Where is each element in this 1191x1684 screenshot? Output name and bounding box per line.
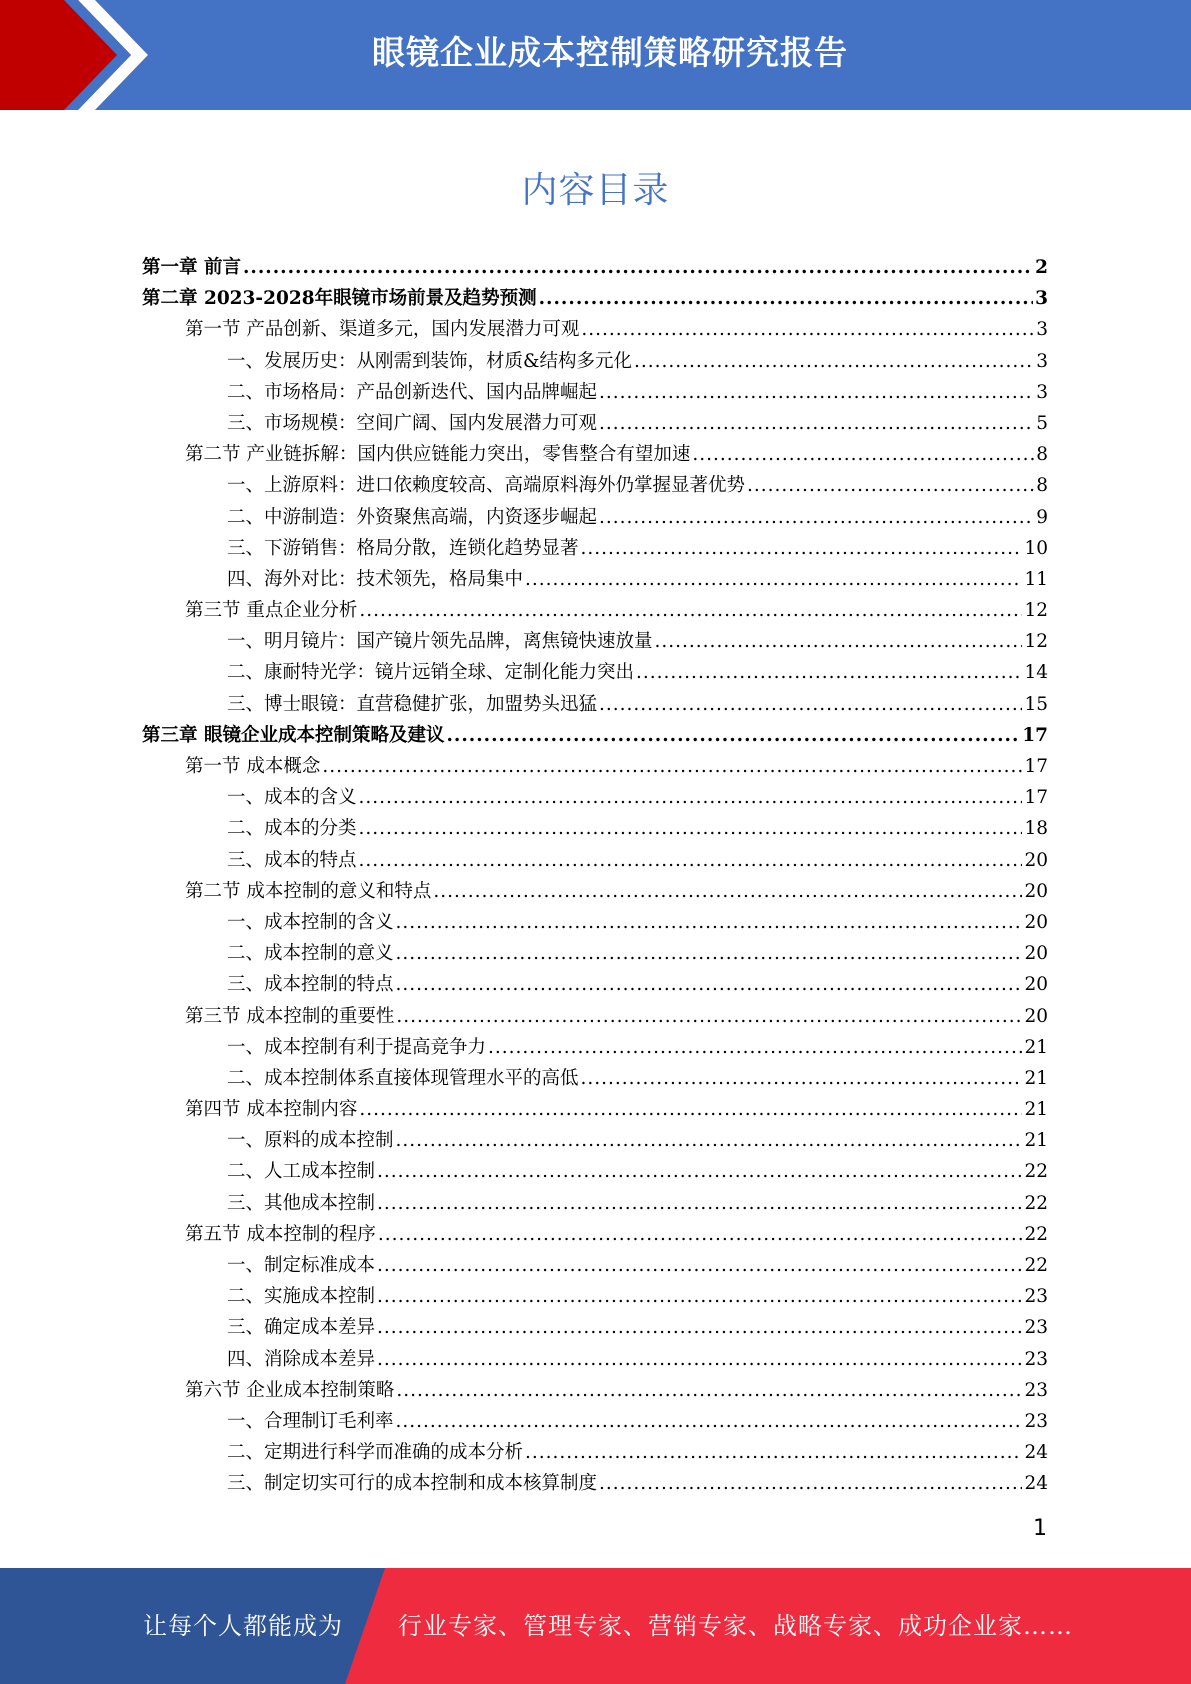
toc-entry-label: 第五节 成本控制的程序 [185, 1223, 376, 1245]
toc-entry-label: 第一节 成本概念 [185, 756, 321, 777]
toc-entry-label: 第三章 眼镜企业成本控制策略及建议 [142, 724, 445, 746]
toc-entry[interactable] [142, 1064, 1048, 1095]
toc-dot-leader [581, 538, 1023, 559]
toc-entry[interactable] [142, 596, 1048, 627]
toc-entry-page: 3 [1036, 381, 1048, 403]
toc-entry-label: 第一章 前言 [142, 257, 241, 278]
toc-entry-page: 22 [1024, 1223, 1048, 1245]
toc-entry-page: 20 [1024, 974, 1048, 996]
toc-entry-page: 22 [1024, 1161, 1048, 1183]
page-header [0, 0, 1191, 110]
toc-entry-label: 三、确定成本差异 [227, 1317, 376, 1339]
toc-entry-label: 二、市场格局：产品创新迭代、国内品牌崛起 [227, 381, 598, 403]
toc-entry-label: 二、成本的分类 [227, 818, 357, 840]
toc-entry[interactable] [142, 1438, 1048, 1469]
toc-entry-page: 20 [1024, 880, 1048, 902]
toc-dot-leader [359, 787, 1023, 808]
toc-entry-label: 一、发展历史：从刚需到装饰，材质&结构多元化 [227, 350, 632, 372]
toc-entry[interactable] [142, 1282, 1048, 1313]
toc-entry-label: 二、成本控制体系直接体现管理水平的高低 [227, 1067, 579, 1089]
toc-entry-label: 第二章 2023-2028年眼镜市场前景及趋势预测 [142, 288, 537, 310]
toc-entry[interactable] [142, 908, 1048, 939]
report-title: 眼镜企业成本控制策略研究报告 [372, 33, 848, 72]
toc-entry-label: 第六节 企业成本控制策略 [185, 1379, 395, 1401]
toc-entry-page: 3 [1035, 288, 1048, 310]
toc-entry-page: 22 [1024, 1192, 1048, 1214]
toc-dot-leader [359, 600, 1022, 621]
footer-slogan-left: 让每个人都能成为 [143, 1612, 343, 1640]
toc-entry-page: 21 [1024, 1036, 1048, 1058]
toc-dot-leader [488, 1037, 1022, 1058]
toc-entry[interactable] [142, 1469, 1048, 1500]
toc-entry-label: 三、制定切实可行的成本控制和成本核算制度 [227, 1473, 598, 1495]
toc-entry-page: 14 [1024, 662, 1048, 684]
toc-dot-leader [446, 725, 1020, 746]
toc-entry[interactable] [142, 1376, 1048, 1407]
toc-dot-leader [747, 475, 1034, 496]
toc-entry-label: 三、市场规模：空间广阔、国内发展潜力可观 [227, 412, 598, 434]
toc-entry-label: 第一节 产品创新、渠道多元，国内发展潜力可观 [185, 319, 580, 341]
toc-entry-label: 一、上游原料：进口依赖度较高、高端原料海外仍掌握显著优势 [227, 475, 746, 497]
toc-entry-label: 第二节 成本控制的意义和特点 [185, 880, 432, 902]
toc-entry[interactable] [142, 1313, 1048, 1344]
toc-dot-leader [359, 850, 1023, 871]
toc-entry[interactable] [142, 1033, 1048, 1064]
toc-entry[interactable] [142, 409, 1048, 440]
toc-dot-leader [377, 1317, 1022, 1338]
footer-slogan-right: 行业专家、管理专家、营销专家、战略专家、成功企业家…… [398, 1612, 1073, 1640]
toc-entry-page: 9 [1036, 506, 1048, 528]
toc-entry-label: 四、海外对比：技术领先，格局集中 [227, 568, 524, 590]
table-of-contents [142, 253, 1048, 1501]
toc-entry-page: 23 [1024, 1286, 1048, 1308]
toc-entry[interactable] [142, 846, 1048, 877]
toc-entry-page: 15 [1024, 693, 1048, 715]
toc-heading: 内容目录 [521, 170, 670, 211]
toc-dot-leader [539, 288, 1034, 309]
toc-entry[interactable] [142, 752, 1048, 783]
toc-entry-label: 一、成本控制有利于提高竞争力 [227, 1036, 487, 1058]
toc-entry-label: 二、定期进行科学而准确的成本分析 [227, 1442, 524, 1464]
toc-entry-page: 21 [1024, 1099, 1048, 1121]
toc-entry-page: 3 [1036, 350, 1048, 372]
toc-entry-label: 一、合理制订毛利率 [227, 1410, 394, 1432]
toc-dot-leader [396, 974, 1023, 995]
toc-dot-leader [377, 1286, 1022, 1307]
toc-entry[interactable] [142, 1157, 1048, 1188]
toc-entry[interactable] [142, 440, 1048, 471]
toc-entry[interactable] [142, 627, 1048, 658]
toc-dot-leader [634, 351, 1034, 372]
toc-dot-leader [599, 694, 1022, 715]
toc-entry[interactable] [142, 814, 1048, 845]
toc-entry-label: 三、博士眼镜：直营稳健扩张，加盟势头迅猛 [227, 693, 598, 715]
toc-entry-page: 23 [1024, 1317, 1048, 1339]
toc-entry-page: 23 [1024, 1348, 1048, 1370]
toc-entry-page: 22 [1024, 1255, 1048, 1276]
toc-entry[interactable] [142, 1095, 1048, 1126]
toc-entry-page: 20 [1024, 849, 1048, 871]
toc-entry[interactable] [142, 1345, 1048, 1376]
toc-entry[interactable] [142, 347, 1048, 378]
toc-entry-label: 一、明月镜片：国产镜片领先品牌，离焦镜快速放量 [227, 631, 653, 653]
toc-dot-leader [655, 631, 1023, 652]
toc-entry[interactable] [142, 939, 1048, 970]
toc-entry-page: 11 [1024, 568, 1048, 590]
toc-entry-label: 二、中游制造：外资聚焦高端，内资逐步崛起 [227, 506, 598, 528]
toc-dot-leader [692, 444, 1034, 465]
toc-entry[interactable] [142, 253, 1048, 284]
toc-entry[interactable] [142, 284, 1048, 315]
toc-entry[interactable] [142, 1189, 1048, 1220]
toc-entry-label: 一、原料的成本控制 [227, 1130, 394, 1152]
toc-entry-label: 一、成本控制的含义 [227, 911, 394, 933]
toc-entry-page: 20 [1024, 943, 1048, 965]
toc-entry-page: 20 [1024, 1005, 1048, 1027]
toc-entry-label: 二、成本控制的意义 [227, 943, 394, 965]
toc-dot-leader [243, 257, 1033, 278]
toc-dot-leader [396, 1006, 1022, 1027]
toc-entry-page: 18 [1024, 818, 1048, 840]
toc-dot-leader [433, 881, 1022, 902]
toc-entry-label: 二、康耐特光学：镜片远销全球、定制化能力突出 [227, 662, 635, 684]
page-footer [0, 1568, 1191, 1684]
toc-entry[interactable] [142, 970, 1048, 1001]
toc-entry-page: 21 [1024, 1130, 1048, 1152]
toc-entry[interactable] [142, 471, 1048, 502]
toc-entry[interactable] [142, 1220, 1048, 1251]
toc-entry[interactable] [142, 1126, 1048, 1157]
toc-dot-leader [377, 1255, 1022, 1276]
toc-dot-leader [581, 319, 1034, 340]
toc-entry-page: 5 [1036, 412, 1048, 434]
toc-entry[interactable] [142, 721, 1048, 752]
toc-dot-leader [636, 662, 1022, 683]
toc-entry-page: 10 [1024, 537, 1048, 559]
toc-entry-page: 17 [1022, 724, 1048, 746]
toc-dot-leader [581, 1068, 1023, 1089]
toc-entry[interactable] [142, 378, 1048, 409]
toc-entry[interactable] [142, 783, 1048, 814]
toc-entry[interactable] [142, 1251, 1048, 1282]
toc-dot-leader [322, 756, 1022, 777]
toc-dot-leader [378, 1224, 1023, 1245]
toc-entry-label: 三、其他成本控制 [227, 1192, 376, 1214]
toc-dot-leader [359, 818, 1023, 839]
toc-entry-label: 一、成本的含义 [227, 787, 357, 809]
toc-dot-leader [525, 1442, 1022, 1463]
toc-entry[interactable] [142, 565, 1048, 596]
toc-dot-leader [396, 1411, 1023, 1432]
toc-entry-page: 8 [1036, 444, 1048, 466]
toc-entry-label: 三、下游销售：格局分散，连锁化趋势显著 [227, 537, 579, 559]
toc-dot-leader [599, 1473, 1022, 1494]
page-number: 1 [1033, 1516, 1047, 1541]
toc-entry-label: 三、成本的特点 [227, 849, 357, 871]
toc-dot-leader [377, 1161, 1022, 1182]
toc-entry-page: 3 [1036, 319, 1048, 341]
toc-entry-label: 第四节 成本控制内容 [185, 1099, 358, 1121]
toc-dot-leader [599, 413, 1034, 434]
toc-entry[interactable] [142, 534, 1048, 565]
toc-entry-page: 2 [1035, 257, 1048, 278]
toc-dot-leader [396, 1130, 1023, 1151]
toc-entry[interactable] [142, 1407, 1048, 1438]
toc-dot-leader [599, 507, 1034, 528]
toc-entry-label: 三、成本控制的特点 [227, 974, 394, 996]
toc-entry-page: 23 [1024, 1410, 1048, 1432]
toc-entry-page: 12 [1024, 600, 1048, 622]
toc-entry-page: 20 [1024, 911, 1048, 933]
toc-entry-label: 二、人工成本控制 [227, 1161, 376, 1183]
toc-entry-page: 8 [1036, 475, 1048, 497]
toc-dot-leader [359, 1099, 1022, 1120]
toc-dot-leader [396, 943, 1023, 964]
toc-entry-page: 23 [1024, 1379, 1048, 1401]
toc-entry[interactable] [142, 877, 1048, 908]
toc-entry-label: 第三节 重点企业分析 [185, 600, 358, 622]
toc-dot-leader [525, 569, 1022, 590]
toc-entry-label: 四、消除成本差异 [227, 1348, 376, 1370]
toc-entry-label: 第二节 产业链拆解：国内供应链能力突出，零售整合有望加速 [185, 444, 691, 466]
toc-dot-leader [377, 1349, 1022, 1370]
toc-entry-page: 17 [1024, 756, 1048, 777]
toc-entry[interactable] [142, 658, 1048, 689]
toc-entry-page: 24 [1024, 1442, 1048, 1464]
toc-entry-page: 24 [1024, 1473, 1048, 1495]
toc-entry-label: 一、制定标准成本 [227, 1255, 376, 1276]
toc-dot-leader [599, 382, 1034, 403]
toc-entry[interactable] [142, 503, 1048, 534]
toc-entry-label: 二、实施成本控制 [227, 1286, 376, 1308]
toc-dot-leader [396, 912, 1023, 933]
toc-entry-label: 第三节 成本控制的重要性 [185, 1005, 395, 1027]
toc-dot-leader [396, 1380, 1022, 1401]
toc-entry-page: 17 [1024, 787, 1048, 809]
toc-dot-leader [377, 1193, 1022, 1214]
toc-entry-page: 12 [1024, 631, 1048, 653]
toc-entry[interactable] [142, 1002, 1048, 1033]
toc-entry-page: 21 [1024, 1067, 1048, 1089]
toc-entry[interactable] [142, 315, 1048, 346]
toc-entry[interactable] [142, 690, 1048, 721]
